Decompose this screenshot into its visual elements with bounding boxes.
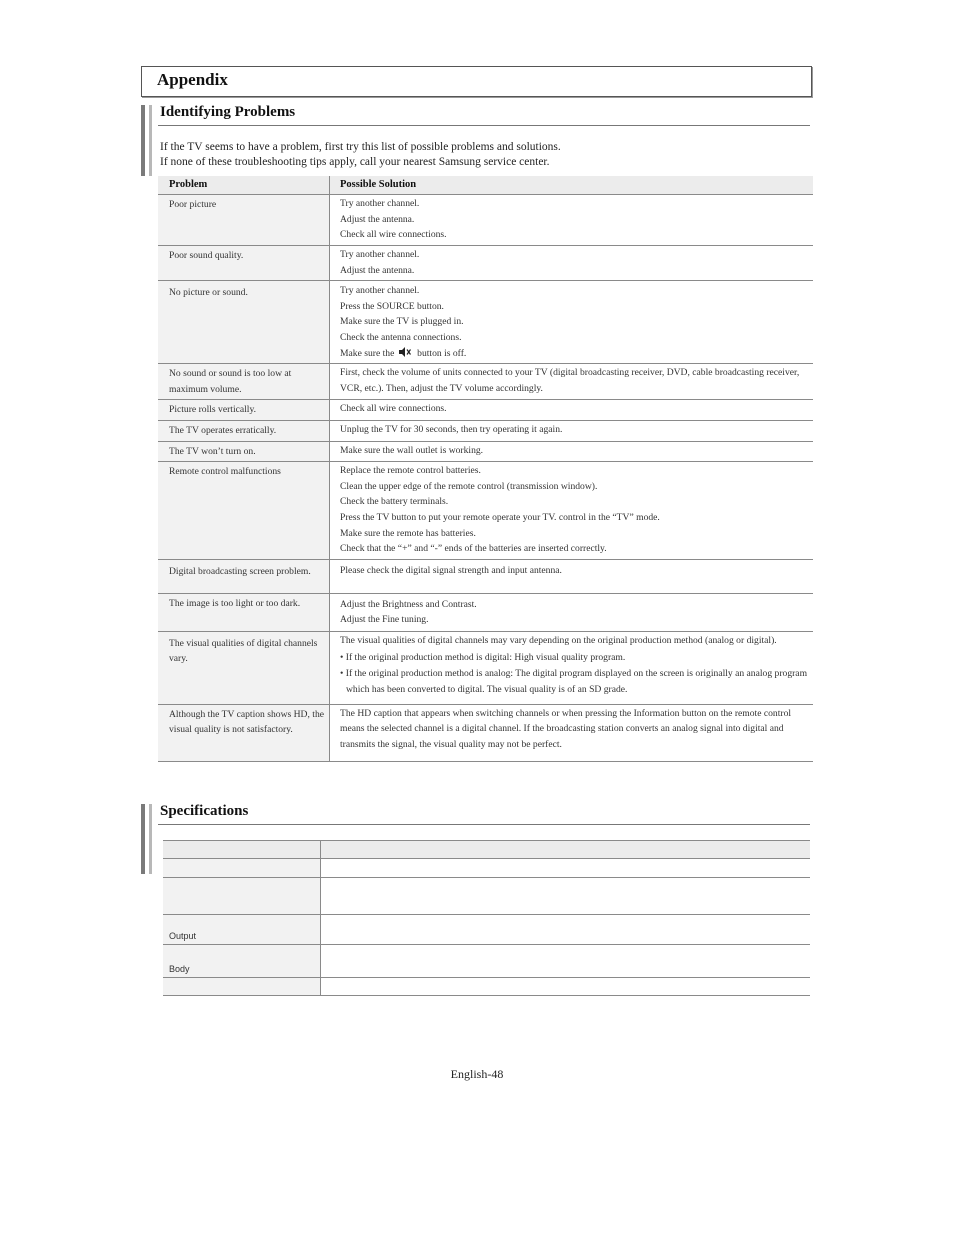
spec-value-cell xyxy=(321,945,811,978)
solution-cell xyxy=(330,593,814,631)
spec-value-cell xyxy=(321,859,811,878)
spec-label-cell xyxy=(163,878,321,915)
problem-cell: Digital broadcasting screen problem. xyxy=(158,559,330,593)
spec-row xyxy=(163,859,810,878)
table-row xyxy=(158,704,813,761)
spec-row xyxy=(163,945,810,978)
solution-line: Replace the remote control batteries. xyxy=(340,465,481,477)
problem-cell: Poor picture xyxy=(158,195,330,246)
problem-cell: Poor sound quality. xyxy=(158,246,330,281)
section-bar-light xyxy=(149,105,152,176)
table-row xyxy=(158,559,813,593)
problem-cell: No sound or sound is too low at maximum volume. xyxy=(158,364,330,400)
table-row xyxy=(158,281,813,364)
solution-line: Press the TV button to put your remote operate your TV. control in the “TV” mode. xyxy=(340,511,660,523)
solution-header: Possible Solution xyxy=(330,176,814,195)
identifying-problems-title: Identifying Problems xyxy=(160,104,296,120)
specifications-table xyxy=(163,840,810,996)
appendix-title: Appendix xyxy=(157,70,228,89)
solution-line: Check all wire connections. xyxy=(340,229,447,241)
appendix-header xyxy=(141,66,812,97)
table-row xyxy=(158,441,813,462)
solution-cell xyxy=(330,195,814,246)
solution-line: Check the battery terminals. xyxy=(340,496,449,508)
spec-row xyxy=(163,978,810,996)
troubleshooting-table xyxy=(158,176,813,762)
solution-line: The visual qualities of digital channels may vary depending on the original production method (analog or digital). xyxy=(340,634,777,646)
problem-header: Problem xyxy=(158,176,330,195)
section-bar xyxy=(141,804,145,874)
solution-cell xyxy=(330,462,814,560)
table-header-row xyxy=(158,176,813,195)
spec-row xyxy=(163,878,810,915)
mute-text-after: button is off. xyxy=(417,347,467,359)
spec-value-cell xyxy=(321,978,811,996)
solution-cell: The HD caption that appears when switching channels or when pressing the Information button on the remote control means the selected channel is a digital channel. If the broadcasting station converts an analog signal into digital and transmits the signal, the visual quality may not be perfect. xyxy=(330,704,814,761)
solution-line: Make sure the remote has batteries. xyxy=(340,527,476,539)
solution-line: Check the antenna connections. xyxy=(340,331,462,343)
spec-label-cell xyxy=(163,859,321,878)
mute-icon xyxy=(399,347,411,357)
solution-line: Adjust the Brightness and Contrast. xyxy=(340,598,477,610)
solution-cell: Unplug the TV for 30 seconds, then try operating it again. xyxy=(330,420,814,441)
specifications-title: Specifications xyxy=(160,803,249,819)
solution-cell: Please check the digital signal strength and input antenna. xyxy=(330,559,814,593)
table-row xyxy=(158,462,813,560)
spec-header-row xyxy=(163,841,810,859)
problem-cell: Remote control malfunctions xyxy=(158,462,330,560)
table-row xyxy=(158,400,813,421)
page-number: English-48 xyxy=(450,1067,504,1081)
solution-cell: First, check the volume of units connected to your TV (digital broadcasting receiver, DVD, cable broadcasting receiver, VCR, etc.). Then, adjust the TV volume accordingly. xyxy=(330,364,814,400)
problem-cell: No picture or sound. xyxy=(158,281,330,364)
problem-cell: Although the TV caption shows HD, the visual quality is not satisfactory. xyxy=(158,704,330,761)
problem-cell: The image is too light or too dark. xyxy=(158,593,330,631)
spec-label-body: Body xyxy=(163,945,321,978)
solution-line: Try another channel. xyxy=(340,249,420,260)
section-bar-light xyxy=(149,804,152,874)
solution-cell: Check all wire connections. xyxy=(330,400,814,421)
problem-cell: The visual qualities of digital channels vary. xyxy=(158,631,330,704)
mute-text-before: Make sure the xyxy=(340,347,395,359)
solution-line: Try another channel. xyxy=(340,285,420,297)
spec-label-output: Output xyxy=(163,915,321,945)
spec-value-cell xyxy=(321,915,811,945)
solution-line: Check that the “+” and “-” ends of the batteries are inserted correctly. xyxy=(340,543,607,555)
solution-line: Adjust the antenna. xyxy=(340,264,415,276)
problem-cell: Picture rolls vertically. xyxy=(158,400,330,421)
solution-cell xyxy=(330,281,814,364)
problem-cell: The TV won’t turn on. xyxy=(158,441,330,462)
solution-cell: Make sure the wall outlet is working. xyxy=(330,441,814,462)
spec-value-cell xyxy=(321,878,811,915)
section-bar xyxy=(141,105,145,176)
solution-line: Make sure the TV is plugged in. xyxy=(340,316,464,328)
table-row xyxy=(158,420,813,441)
table-row xyxy=(158,593,813,631)
table-row xyxy=(158,631,813,704)
table-row xyxy=(158,195,813,246)
solution-line: Adjust the antenna. xyxy=(340,213,415,225)
section-rule xyxy=(158,824,810,825)
solution-line: • If the original production method is digital: High visual quality program. xyxy=(340,652,626,664)
solution-line: Press the SOURCE button. xyxy=(340,300,444,312)
spec-value-cell xyxy=(321,841,811,859)
intro-line: If the TV seems to have a problem, first try this list of possible problems and solutions. xyxy=(160,141,561,153)
spec-label-cell xyxy=(163,841,321,859)
solution-line: Try another channel. xyxy=(340,198,420,209)
solution-line-mute xyxy=(340,346,809,362)
problem-cell: The TV operates erratically. xyxy=(158,420,330,441)
solution-line: • If the original production method is analog: The digital program displayed on the screen is originally an analog program which has been converted to digital. The visual quality is of an SD grade. xyxy=(340,667,808,695)
solution-cell xyxy=(330,631,814,704)
table-row xyxy=(158,364,813,400)
intro-text xyxy=(160,140,561,169)
solution-line: Adjust the Fine tuning. xyxy=(340,614,429,626)
table-row xyxy=(158,246,813,281)
solution-cell xyxy=(330,246,814,281)
intro-line: If none of these troubleshooting tips apply, call your nearest Samsung service center. xyxy=(160,155,550,168)
section-rule xyxy=(158,125,810,126)
solution-line: Clean the upper edge of the remote control (transmission window). xyxy=(340,480,598,492)
spec-label-cell xyxy=(163,978,321,996)
spec-row xyxy=(163,915,810,945)
